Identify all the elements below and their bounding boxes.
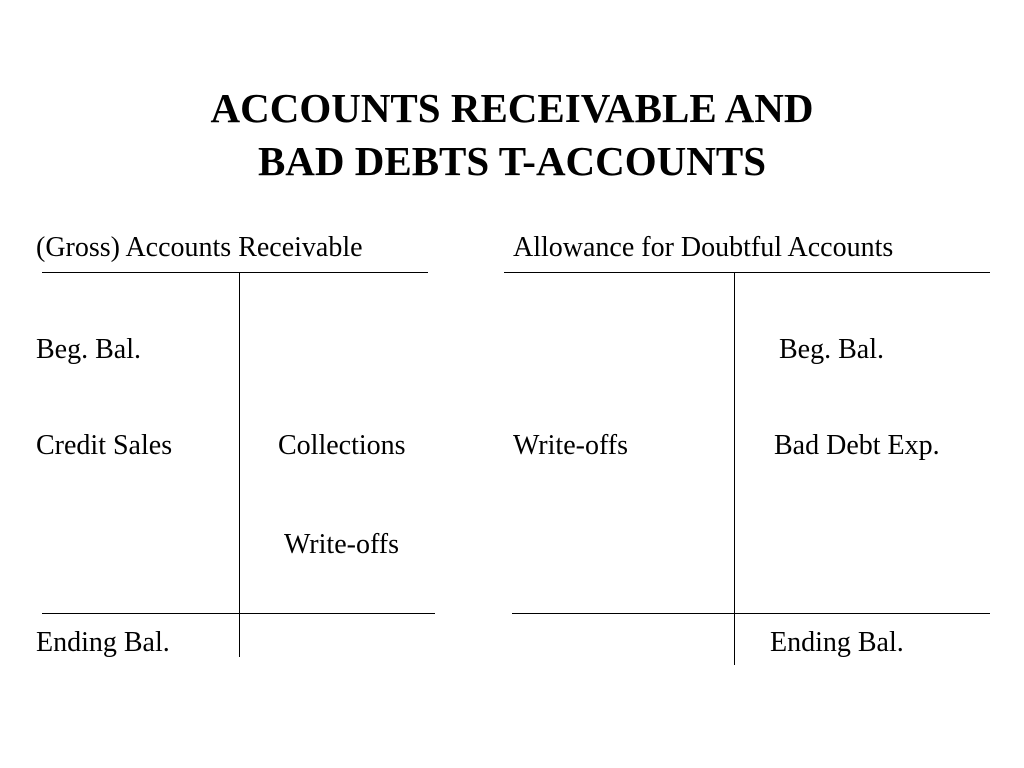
ar-account-header: (Gross) Accounts Receivable bbox=[36, 232, 363, 263]
ar-credit-sales-label: Credit Sales bbox=[36, 430, 173, 461]
allowance-ending-bal-label: Ending Bal. bbox=[770, 627, 904, 658]
ar-center-rule bbox=[239, 272, 240, 657]
page-title-line-2: BAD DEBTS T-ACCOUNTS bbox=[257, 138, 767, 184]
allowance-bad-debt-exp-label: Bad Debt Exp. bbox=[774, 430, 940, 461]
ar-balance-rule bbox=[42, 613, 435, 614]
ar-beg-bal-label: Beg. Bal. bbox=[36, 334, 141, 365]
allowance-balance-rule bbox=[512, 613, 990, 614]
allowance-top-rule bbox=[504, 272, 990, 273]
allowance-center-rule bbox=[734, 272, 735, 665]
page-title-line-1: ACCOUNTS RECEIVABLE AND bbox=[210, 85, 814, 131]
ar-write-offs-label: Write-offs bbox=[284, 529, 399, 560]
allowance-account-header: Allowance for Doubtful Accounts bbox=[513, 232, 894, 263]
allowance-write-offs-label: Write-offs bbox=[513, 430, 628, 461]
ar-collections-label: Collections bbox=[278, 430, 406, 461]
ar-ending-bal-label: Ending Bal. bbox=[36, 627, 170, 658]
allowance-beg-bal-label: Beg. Bal. bbox=[779, 334, 884, 365]
ar-top-rule bbox=[42, 272, 428, 273]
